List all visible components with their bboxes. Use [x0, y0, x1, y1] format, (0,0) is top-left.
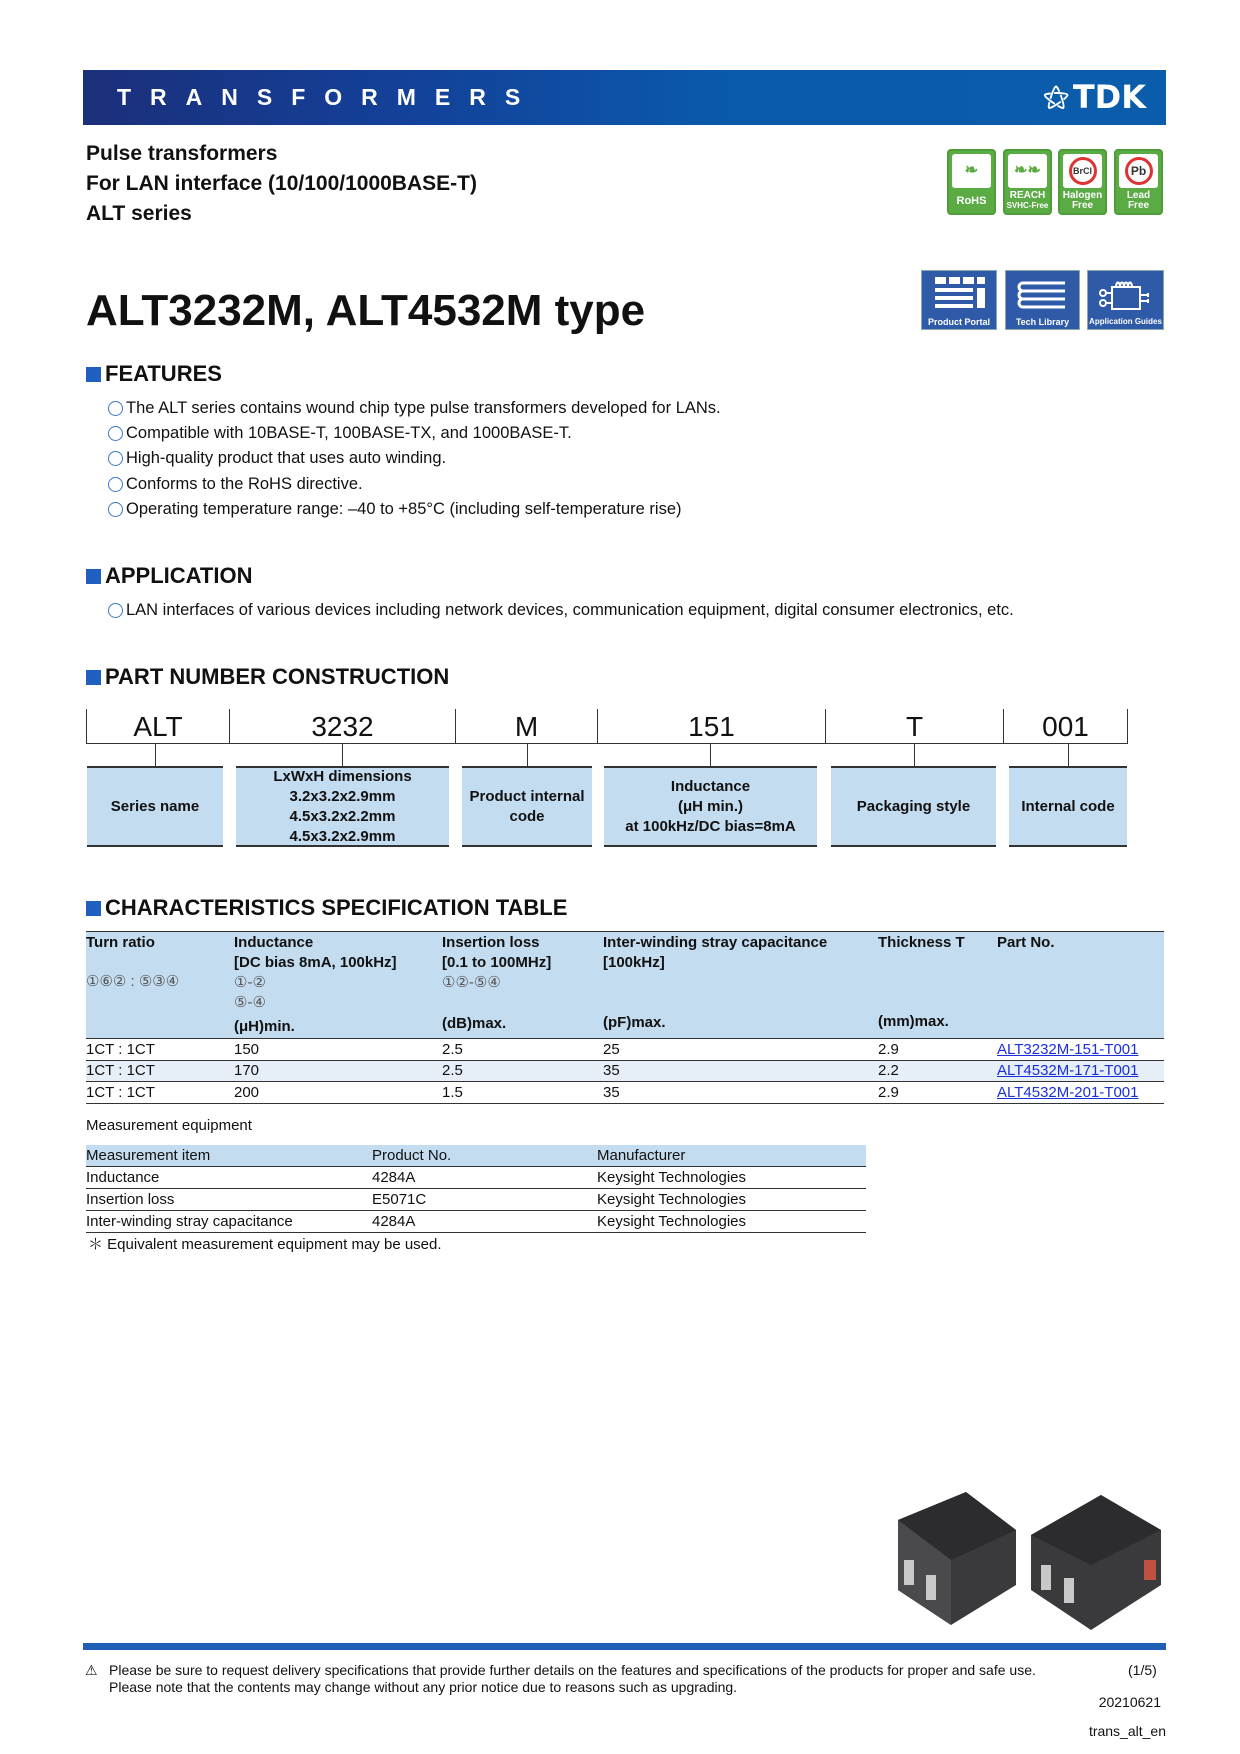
heading-marker: [86, 367, 101, 382]
doc-code: trans_alt_en: [1088, 1723, 1166, 1739]
code-internal: M: [455, 709, 597, 744]
footer-note: Please be sure to request delivery specifications that provide further details on the features and specifications of the products for proper and safe use.: [109, 1662, 1036, 1678]
page-number: (1/5): [1128, 1662, 1157, 1678]
link-label: Tech Library: [1015, 317, 1070, 327]
heading-marker: [86, 901, 101, 916]
table-row: 1CT : 1CT 170 2.5 35 2.2 ALT4532M-171-T001: [86, 1060, 1164, 1082]
footer-bar: [83, 1643, 1166, 1650]
circle-bullet-icon: [108, 426, 123, 441]
circle-bullet-icon: [108, 502, 123, 517]
col-header: Thickness T (mm)max.: [878, 932, 997, 1039]
code-internal-code: 001: [1003, 709, 1128, 744]
code-inductance: 151: [597, 709, 825, 744]
label-series: Series name: [87, 766, 223, 847]
link-label: Product Portal: [927, 317, 990, 327]
table-row: Insertion loss E5071C Keysight Technologies: [86, 1188, 866, 1210]
col-header: Part No.: [997, 932, 1164, 1039]
rohs-badge: ❧ RoHS: [947, 149, 996, 215]
subtitle-line: Pulse transformers: [86, 142, 278, 165]
circle-bullet-icon: [108, 401, 123, 416]
tech-library-link[interactable]: [1005, 270, 1080, 330]
col-header: Turn ratio ①⑥② : ⑤③④: [86, 932, 234, 1039]
category-title: TRANSFORMERS: [117, 84, 540, 110]
col-header: Inductance [DC bias 8mA, 100kHz] ①-② ⑤-④ (μH)min.: [234, 932, 442, 1039]
col-header: Manufacturer: [597, 1145, 866, 1166]
product-photo: [896, 1490, 1166, 1630]
halogen-free-badge: BrCl Halogen Free: [1058, 149, 1107, 215]
connector-line: [914, 744, 915, 766]
measurement-table: [86, 1145, 866, 1233]
col-header: Inter-winding stray capacitance [100kHz] (pF)max.: [603, 932, 878, 1039]
reach-badge: ❧❧ REACH SVHC-Free: [1003, 149, 1052, 215]
link-label: Application Guides: [1089, 317, 1162, 326]
connector-line: [527, 744, 528, 766]
feature-item: Compatible with 10BASE-T, 100BASE-TX, and 1000BASE-T.: [108, 424, 572, 443]
application-heading: APPLICATION: [86, 563, 252, 589]
footer-note: Please note that the contents may change without any prior notice due to reasons such as upgrading.: [109, 1679, 738, 1695]
circuit-icon: [1096, 275, 1156, 315]
measurement-note: ＊ Equivalent measurement equipment may be used.: [88, 1236, 442, 1253]
connector-line: [1068, 744, 1069, 766]
subtitle-line: ALT series: [86, 202, 192, 225]
part-number-link[interactable]: ALT4532M-201-T001: [997, 1083, 1139, 1101]
measurement-label: Measurement equipment: [86, 1117, 252, 1134]
no-lead-icon: Pb: [1119, 154, 1158, 188]
lead-free-badge: Pb Lead Free: [1114, 149, 1163, 215]
col-header: Product No.: [372, 1145, 597, 1166]
books-icon: [1015, 275, 1071, 315]
col-header: Insertion loss [0.1 to 100MHz] ①②-⑤④ (dB)max.: [442, 932, 603, 1039]
portal-grid-icon: [931, 275, 987, 315]
code-series: ALT: [86, 709, 229, 744]
warning-icon: ⚠: [85, 1662, 98, 1678]
application-guides-link[interactable]: [1087, 270, 1164, 330]
tdk-logo: ⚝ TDK: [1043, 78, 1146, 116]
doc-date: 20210621: [1098, 1694, 1161, 1710]
heading-marker: [86, 569, 101, 584]
page-title: ALT3232M, ALT4532M type: [86, 286, 646, 335]
circle-bullet-icon: [108, 603, 123, 618]
circle-bullet-icon: [108, 451, 123, 466]
code-dimensions: 3232: [229, 709, 455, 744]
label-internal: Product internal code: [462, 766, 592, 847]
spec-table: [86, 931, 1164, 1104]
application-item: LAN interfaces of various devices including network devices, communication equipment, digital consumer electronics, etc.: [108, 601, 1014, 620]
subtitle-line: For LAN interface (10/100/1000BASE-T): [86, 172, 477, 195]
table-row: 1CT : 1CT 200 1.5 35 2.9 ALT4532M-201-T001: [86, 1082, 1164, 1104]
spec-heading: CHARACTERISTICS SPECIFICATION TABLE: [86, 895, 567, 921]
leaf-icon: ❧: [952, 154, 991, 188]
feature-item: Operating temperature range: –40 to +85°C (including self-temperature rise): [108, 500, 682, 519]
leaves-icon: ❧❧: [1008, 154, 1047, 188]
table-row: Inter-winding stray capacitance 4284A Keysight Technologies: [86, 1210, 866, 1232]
code-packaging: T: [825, 709, 1003, 744]
features-heading: FEATURES: [86, 361, 222, 387]
connector-line: [342, 744, 343, 766]
connector-line: [710, 744, 711, 766]
label-packaging: Packaging style: [831, 766, 996, 847]
product-portal-link[interactable]: [921, 270, 997, 330]
part-number-link[interactable]: ALT4532M-171-T001: [997, 1062, 1139, 1080]
part-number-link[interactable]: ALT3232M-151-T001: [997, 1040, 1139, 1058]
label-internal-code: Internal code: [1009, 766, 1127, 847]
table-row: 1CT : 1CT 150 2.5 25 2.9 ALT3232M-151-T001: [86, 1039, 1164, 1061]
col-header: Measurement item: [86, 1145, 372, 1166]
feature-item: High-quality product that uses auto winding.: [108, 449, 446, 468]
table-row: Inductance 4284A Keysight Technologies: [86, 1166, 866, 1188]
part-number-heading: PART NUMBER CONSTRUCTION: [86, 664, 449, 690]
connector-line: [155, 744, 156, 766]
circle-bullet-icon: [108, 477, 123, 492]
feature-item: Conforms to the RoHS directive.: [108, 475, 363, 494]
feature-item: The ALT series contains wound chip type pulse transformers developed for LANs.: [108, 399, 721, 418]
label-inductance: Inductance (μH min.) at 100kHz/DC bias=8mA: [604, 766, 817, 847]
header-band: [83, 70, 1166, 125]
heading-marker: [86, 670, 101, 685]
no-halogen-icon: BrCl: [1063, 154, 1102, 188]
label-dimensions: LxWxH dimensions 3.2x3.2x2.9mm 4.5x3.2x2.2mm 4.5x3.2x2.9mm: [236, 766, 449, 847]
